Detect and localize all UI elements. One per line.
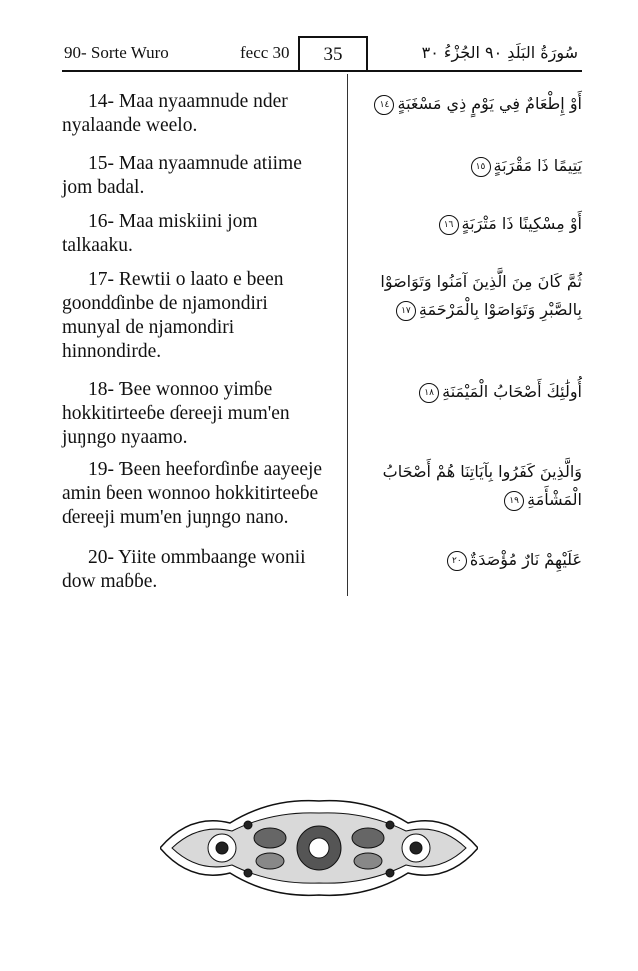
translation-line: 17- Rewtii o laato e been: [88, 269, 284, 290]
arabic-line: يَتِيمًا ذَا مَقْرَبَةٍ١٥: [360, 152, 582, 180]
verse-arabic: [360, 458, 582, 514]
page-number: 35: [298, 36, 368, 70]
surah-title-latin: 90- Sorte Wuro: [64, 43, 169, 62]
arabic-line: بِالصَّبْرِ وَتَوَاصَوْا بِالْمَرْحَمَةِ١٧: [360, 296, 582, 324]
verse-number-marker: ٢٠: [447, 551, 467, 571]
verse-translation: [62, 268, 337, 364]
translation-line: talkaaku.: [62, 235, 133, 256]
verse-translation: [62, 152, 337, 200]
verse-translation: [62, 90, 337, 138]
verse-number-marker: ١٨: [419, 383, 439, 403]
translation-line: goondɗinbe de njamondiri: [62, 293, 268, 314]
verse-translation: [62, 210, 337, 258]
page-header: [62, 36, 582, 70]
column-divider: [347, 74, 348, 596]
translation-line: juŋngo nyaamo.: [62, 427, 188, 448]
arabic-line: أُولَٰئِكَ أَصْحَابُ الْمَيْمَنَةِ١٨: [360, 378, 582, 406]
translation-line: nyalaande weelo.: [62, 115, 198, 136]
verse-arabic: [360, 378, 582, 406]
header-rule: [62, 70, 582, 72]
translation-line: jom badal.: [62, 177, 145, 198]
translation-line: 18- Ɓee wonnoo yimɓe: [88, 379, 273, 400]
arabic-line: أَوْ إِطْعَامٌ فِي يَوْمٍ ذِي مَسْغَبَةٍ١٤: [360, 90, 582, 118]
translation-line: 19- Ɓeen heeforɗinɓe aayeeje: [88, 459, 323, 480]
translation-line: dow maɓɓe.: [62, 571, 158, 592]
verse-arabic: [360, 210, 582, 238]
verse-number-marker: ١٤: [374, 95, 394, 115]
part-label: fecc 30: [240, 43, 290, 62]
verse-number-marker: ١٦: [439, 215, 459, 235]
verse-translation: [62, 378, 337, 450]
floral-ornament: [160, 793, 478, 903]
verse-number-marker: ١٥: [471, 157, 491, 177]
translation-line: ɗereeji mum'en juŋngo nano.: [62, 507, 289, 528]
arabic-line: أَوْ مِسْكِينًا ذَا مَتْرَبَةٍ١٦: [360, 210, 582, 238]
verse-number-marker: ١٩: [504, 491, 524, 511]
surah-title-arabic: سُورَةُ البَلَدِ ٩٠ الجُزْءُ ٣٠: [421, 43, 578, 62]
verse-arabic: [360, 90, 582, 118]
verse-arabic: [360, 268, 582, 324]
translation-line: 14- Maa nyaamnude nder: [88, 91, 288, 112]
verse-number-marker: ١٧: [396, 301, 416, 321]
translation-line: hokkitirteeɓe ɗereeji mum'en: [62, 403, 290, 424]
arabic-line: الْمَشْأَمَةِ١٩: [360, 486, 582, 514]
arabic-line: ثُمَّ كَانَ مِنَ الَّذِينَ آمَنُوا وَتَوَاصَوْا: [380, 272, 582, 291]
verse-arabic: [360, 546, 582, 574]
translation-line: munyal de njamondiri: [62, 317, 235, 338]
translation-line: 20- Yiite ommbaange wonii: [88, 547, 306, 568]
arabic-line: عَلَيْهِمْ نَارٌ مُؤْصَدَةٌ٢٠: [360, 546, 582, 574]
verse-translation: [62, 546, 337, 594]
verse-arabic: [360, 152, 582, 180]
arabic-line: وَالَّذِينَ كَفَرُوا بِآيَاتِنَا هُمْ أَصْحَابُ: [382, 462, 582, 481]
translation-line: amin ɓeen wonnoo hokkitirteeɓe: [62, 483, 319, 504]
translation-line: 15- Maa nyaamnude atiime: [88, 153, 302, 174]
translation-line: 16- Maa miskiini jom: [88, 211, 258, 232]
verse-translation: [62, 458, 337, 530]
translation-line: hinnondirde.: [62, 341, 162, 362]
